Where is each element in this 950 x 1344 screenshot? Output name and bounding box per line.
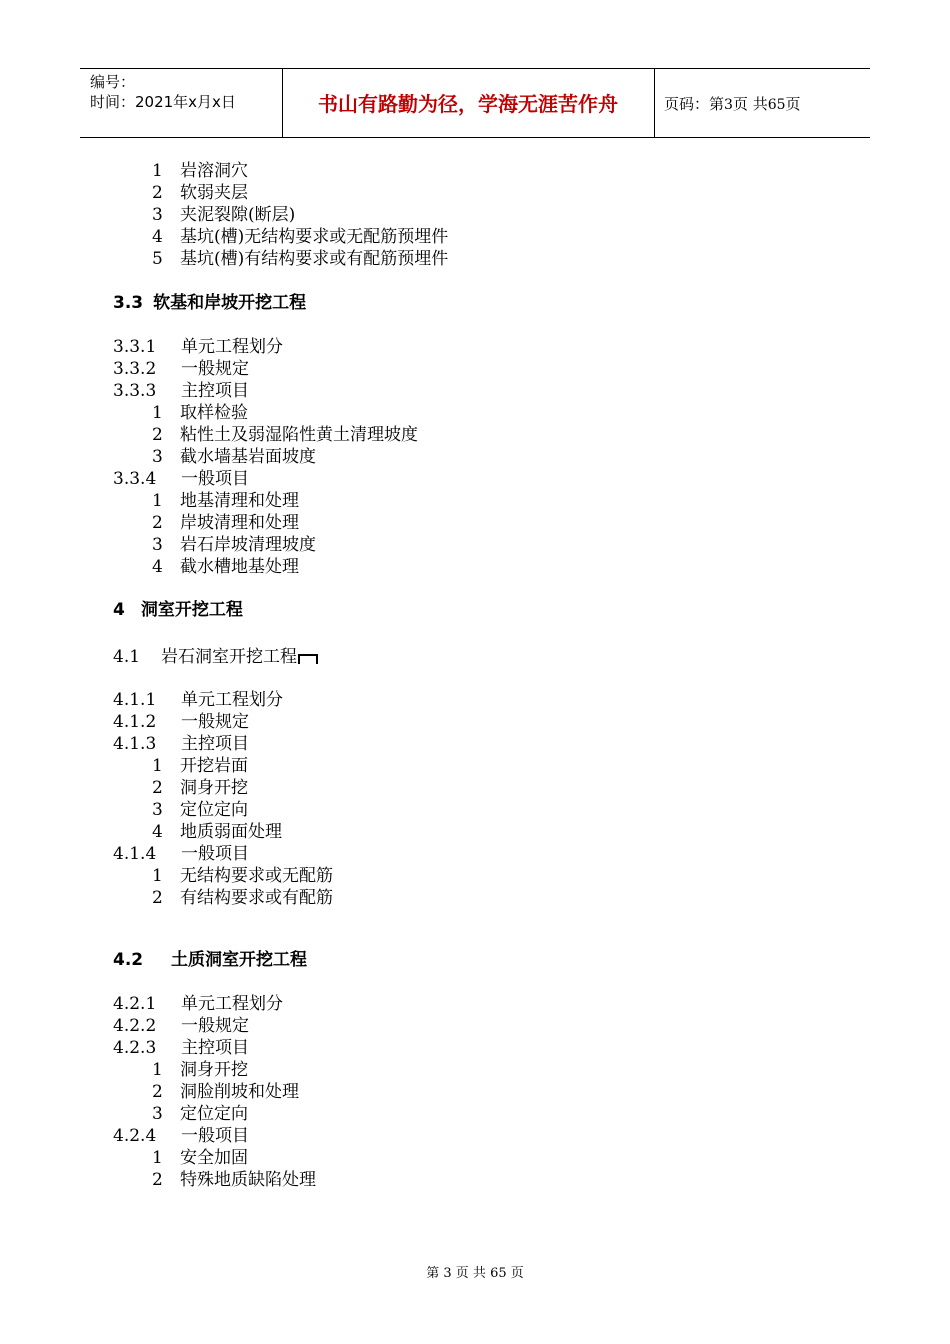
bracket-mark-icon <box>298 654 318 664</box>
page-suffix: 页 <box>785 95 801 113</box>
list-item: 1 无结构要求或无配筋 <box>152 866 333 886</box>
footer-prefix: 第 <box>426 1266 440 1281</box>
subsection-line: 4.1.3 主控项目 <box>113 734 249 754</box>
list-item: 3 定位定向 <box>152 800 248 820</box>
subsection-line: 4.2.3 主控项目 <box>113 1038 249 1058</box>
footer-mid: 页 共 <box>455 1266 486 1281</box>
list-item: 1 洞身开挖 <box>152 1060 248 1080</box>
subsection-line: 3.3.1 单元工程划分 <box>113 337 283 357</box>
list-item: 3 岩石岸坡清理坡度 <box>152 535 316 555</box>
section-heading: 3.3 软基和岸坡开挖工程 <box>113 293 307 313</box>
list-item: 1 取样检验 <box>152 403 248 423</box>
chapter-heading: 4 洞室开挖工程 <box>113 600 243 620</box>
list-item: 3 定位定向 <box>152 1104 248 1124</box>
list-item: 2 特殊地质缺陷处理 <box>152 1170 316 1190</box>
footer-current: 3 <box>443 1266 452 1281</box>
footer-total: 65 <box>490 1266 507 1281</box>
section-heading: 4.2 土质洞室开挖工程 <box>113 950 307 970</box>
list-item: 1 开挖岩面 <box>152 756 248 776</box>
subsection-line: 4.1.1 单元工程划分 <box>113 690 283 710</box>
page-total: 65 <box>767 97 786 113</box>
list-item: 4 基坑(槽)无结构要求或无配筋预埋件 <box>152 227 449 247</box>
list-item: 2 软弱夹层 <box>152 183 248 203</box>
list-item: 1 地基清理和处理 <box>152 491 299 511</box>
list-item: 4 截水槽地基处理 <box>152 557 299 577</box>
subsection-line: 3.3.2 一般规定 <box>113 359 249 379</box>
list-item: 4 地质弱面处理 <box>152 822 282 842</box>
page-prefix: 页码：第 <box>664 95 725 113</box>
document-time-label: 时间：2021年x月x日 <box>90 93 236 111</box>
header-motto: 书山有路勤为径，学海无涯苦作舟 <box>318 92 618 116</box>
header-divider <box>654 69 655 137</box>
subsection-line: 3.3.4 一般项目 <box>113 469 249 489</box>
list-item: 3 截水墙基岩面坡度 <box>152 447 316 467</box>
list-item: 2 洞脸削坡和处理 <box>152 1082 299 1102</box>
subsection-line: 4.2.4 一般项目 <box>113 1126 249 1146</box>
footer-suffix: 页 <box>510 1266 524 1281</box>
list-item: 2 洞身开挖 <box>152 778 248 798</box>
list-item: 1 安全加固 <box>152 1148 248 1168</box>
list-item: 1 岩溶洞穴 <box>152 161 248 181</box>
header-page-number <box>664 69 801 137</box>
subsection-line: 4.2.2 一般规定 <box>113 1016 249 1036</box>
subsection-line: 4.2.1 单元工程划分 <box>113 994 283 1014</box>
section-line: 4.1 岩石洞室开挖工程 <box>113 646 318 668</box>
list-item: 3 夹泥裂隙(断层) <box>152 205 296 225</box>
list-item: 5 基坑(槽)有结构要求或有配筋预埋件 <box>152 249 449 269</box>
subsection-line: 3.3.3 主控项目 <box>113 381 249 401</box>
page-current: 3 <box>724 97 733 113</box>
page-footer <box>0 1265 950 1283</box>
subsection-line: 4.1.4 一般项目 <box>113 844 249 864</box>
page-mid: 页 共 <box>732 95 768 113</box>
document-number-label: 编号： <box>90 73 136 91</box>
header-meta <box>90 72 236 112</box>
page-header <box>80 68 870 138</box>
list-item: 2 有结构要求或有配筋 <box>152 888 333 908</box>
list-item: 2 粘性土及弱湿陷性黄土清理坡度 <box>152 425 418 445</box>
list-item: 2 岸坡清理和处理 <box>152 513 299 533</box>
subsection-line: 4.1.2 一般规定 <box>113 712 249 732</box>
